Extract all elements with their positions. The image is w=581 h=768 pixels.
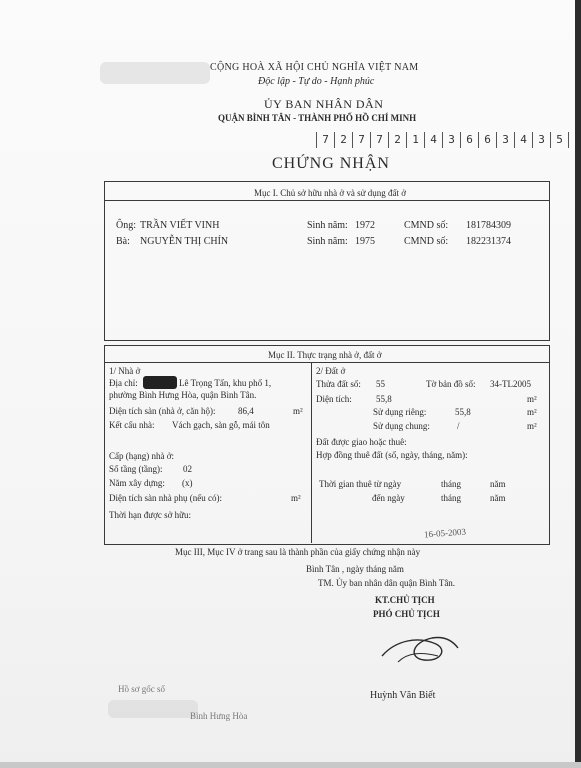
parcel-value: 55: [376, 379, 385, 389]
structure-value: Vách gạch, sàn gỗ, mái tôn: [172, 420, 270, 430]
serial-digit: 7: [353, 132, 371, 148]
lease-contract-label: Hợp đồng thuê đất (số, ngày, tháng, năm):: [316, 450, 468, 460]
serial-digit: 3: [443, 132, 461, 148]
divider: [104, 200, 549, 201]
house-title: 1/ Nhà ở: [109, 366, 141, 376]
lease-from-year: năm: [490, 479, 506, 489]
private-use-label: Sử dụng riêng:: [373, 407, 427, 417]
private-use-value: 55,8: [455, 407, 471, 417]
footer-note: Mục III, Mục IV ở trang sau là thành phần của giấy chứng nhận này: [175, 547, 421, 557]
sign-title-2: PHÓ CHỦ TỊCH: [373, 609, 440, 619]
republic-title: CỘNG HOÀ XÃ HỘI CHỦ NGHĨA VIỆT NAM: [210, 62, 419, 73]
on-behalf: TM. Ủy ban nhân dân quận Bình Tân.: [318, 578, 456, 588]
smudge: [108, 700, 198, 718]
serial-digit: 4: [425, 132, 443, 148]
motto: Độc lập - Tự do - Hạnh phúc: [258, 76, 375, 87]
signer-name: Huỳnh Văn Biết: [370, 690, 436, 701]
section-owners-heading: Mục I. Chủ sở hữu nhà ở và sử dụng đất ở: [254, 188, 407, 198]
section-status-heading: Mục II. Thực trạng nhà ở, đất ở: [268, 350, 382, 360]
serial-digit: 1: [407, 132, 425, 148]
signature-mark: [378, 622, 462, 672]
serial-digit: 6: [461, 132, 479, 148]
address-label: Địa chỉ:: [109, 378, 138, 388]
serial-digit: 4: [515, 132, 533, 148]
floors-label: Số tầng (tầng):: [109, 464, 163, 474]
district-title: QUẬN BÌNH TÂN - THÀNH PHỐ HỒ CHÍ MINH: [218, 113, 417, 123]
sub-area-label: Diện tích sàn nhà phụ (nếu có):: [109, 493, 222, 503]
house-area-unit: m²: [293, 406, 303, 416]
address-line1: Lê Trọng Tấn, khu phố 1,: [179, 378, 272, 388]
divider: [104, 362, 549, 363]
lease-to-label: đến ngày: [372, 493, 405, 503]
owner-prefix: Ông:: [116, 220, 136, 231]
owner-id: 182231374: [466, 236, 511, 247]
shared-use-value: /: [457, 421, 460, 431]
parcel-label: Thửa đất số:: [316, 379, 361, 389]
place-date: Bình Tân , ngày tháng năm: [306, 564, 404, 574]
date-stamp: 16-05-2003: [423, 526, 467, 540]
lease-to-month: tháng: [441, 493, 461, 503]
page-edge-shadow: [575, 0, 581, 768]
serial-digit: 3: [533, 132, 551, 148]
redacted-house-number: [143, 376, 177, 389]
smudge: [100, 62, 210, 84]
address-line2: phường Bình Hưng Hòa, quận Bình Tân.: [109, 390, 257, 400]
owner-prefix: Bà:: [116, 236, 130, 247]
ownership-term-label: Thời hạn được sở hữu:: [109, 510, 192, 520]
sub-area-unit: m²: [291, 493, 301, 503]
map-sheet-label: Tờ bản đồ số:: [426, 379, 476, 389]
land-area-label: Diện tích:: [316, 394, 352, 404]
serial-digit: 5: [551, 132, 569, 148]
serial-digit: 7: [371, 132, 389, 148]
serial-number: [316, 132, 569, 150]
committee-title: ỦY BAN NHÂN DÂN: [264, 97, 384, 111]
lease-from-month: tháng: [441, 479, 461, 489]
serial-digit: 7: [316, 132, 335, 148]
build-year-label: Năm xây dựng:: [109, 478, 165, 488]
lease-to-year: năm: [490, 493, 506, 503]
house-area: 86,4: [238, 406, 254, 416]
land-area-unit: m²: [527, 394, 537, 404]
grade-label: Cấp (hạng) nhà ở:: [109, 451, 174, 461]
land-title: 2/ Đất ở: [316, 366, 346, 376]
owner-birth: 1972: [355, 220, 375, 231]
allocated-label: Đất được giao hoặc thuê:: [316, 437, 407, 447]
column-divider: [311, 362, 312, 543]
land-area-value: 55,8: [376, 394, 392, 404]
serial-digit: 3: [497, 132, 515, 148]
owner-birth: 1975: [355, 236, 375, 247]
owner-name: NGUYỄN THỊ CHÍN: [140, 236, 229, 247]
shared-use-label: Sử dụng chung:: [373, 421, 430, 431]
page-bottom-edge: [0, 762, 581, 768]
owner-id: 181784309: [466, 220, 511, 231]
owner-birth-label: Sinh năm:: [307, 236, 348, 247]
serial-digit: 6: [479, 132, 497, 148]
owner-name: TRẦN VIẾT VINH: [140, 220, 220, 231]
map-sheet-value: 34-TL2005: [490, 379, 531, 389]
record-number-label: Hồ sơ gốc số: [118, 684, 166, 694]
private-use-unit: m²: [527, 407, 537, 417]
owner-id-label: CMND số:: [404, 220, 449, 231]
structure-label: Kết cấu nhà:: [109, 420, 155, 430]
lease-from-label: Thời gian thuê từ ngày: [319, 479, 402, 489]
house-area-label: Diện tích sàn (nhà ở, căn hộ):: [109, 406, 216, 416]
shared-use-unit: m²: [527, 421, 537, 431]
owner-birth-label: Sinh năm:: [307, 220, 348, 231]
serial-digit: 2: [389, 132, 407, 148]
owner-id-label: CMND số:: [404, 236, 449, 247]
certificate-title: CHỨNG NHẬN: [272, 155, 390, 172]
ward-note: Bình Hưng Hòa: [190, 711, 248, 721]
floors-value: 02: [183, 464, 192, 474]
serial-digit: 2: [335, 132, 353, 148]
section-owners-box: [104, 181, 550, 341]
build-year-value: (x): [182, 478, 193, 488]
sign-title-1: KT.CHỦ TỊCH: [375, 595, 435, 605]
